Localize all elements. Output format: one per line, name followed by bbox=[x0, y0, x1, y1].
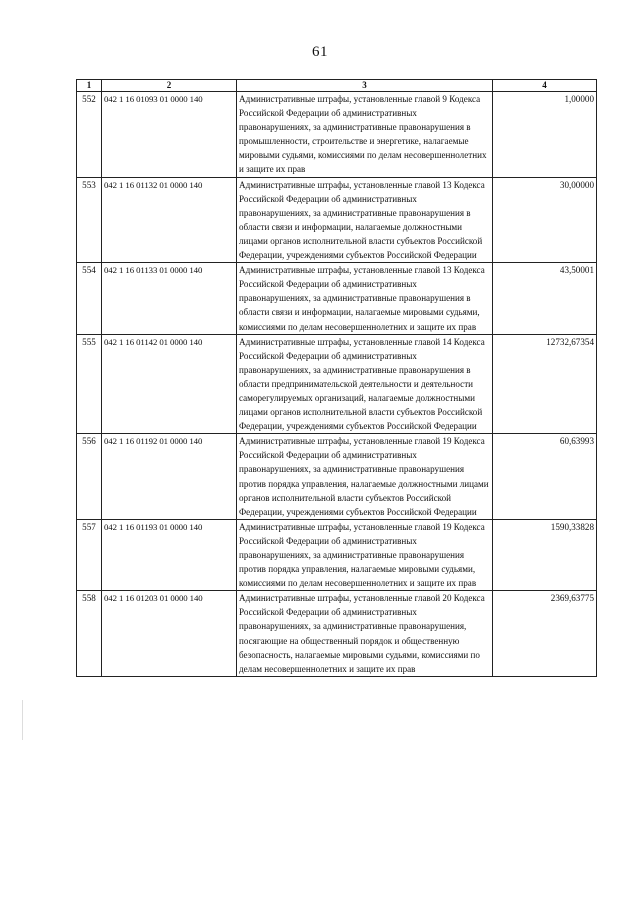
budget-code: 042 1 16 01132 01 0000 140 bbox=[102, 177, 237, 263]
row-description: Административные штрафы, установленные главой 19 Кодекса Российской Федерации об административных правонарушениях, за административные правонарушения против порядка управления, налагаемые должностными лицами органов исполнительной власти субъектов Российской Федерации, учреждениями субъектов Российской Федерации bbox=[237, 434, 493, 520]
row-description: Административные штрафы, установленные главой 20 Кодекса Российской Федерации об административных правонарушениях, за административные правонарушения, посягающие на общественный порядок и общественную безопасность, налагаемые мировыми судьями, комиссиями по делам несовершеннолетних и защите их прав bbox=[237, 591, 493, 677]
budget-code: 042 1 16 01142 01 0000 140 bbox=[102, 334, 237, 434]
row-description: Административные штрафы, установленные главой 9 Кодекса Российской Федерации об административных правонарушениях, за административные правонарушения в промышленности, строительстве и энергетике, налагаемые мировыми судьями, комиссиями по делам несовершеннолетних и защите их прав bbox=[237, 92, 493, 178]
row-description: Административные штрафы, установленные главой 19 Кодекса Российской Федерации об административных правонарушениях, за административные правонарушения против порядка управления, налагаемые мировыми судьями, комиссиями по делам несовершеннолетних и защите их прав bbox=[237, 519, 493, 590]
budget-table bbox=[76, 79, 597, 677]
header-col-4: 4 bbox=[493, 80, 597, 92]
row-number: 555 bbox=[77, 334, 102, 434]
row-number: 557 bbox=[77, 519, 102, 590]
scan-edge-mark bbox=[22, 700, 23, 740]
row-amount: 30,00000 bbox=[493, 177, 597, 263]
row-number: 556 bbox=[77, 434, 102, 520]
row-description: Административные штрафы, установленные главой 14 Кодекса Российской Федерации об административных правонарушениях, за административные правонарушения в области предпринимательской деятельности и деятельности саморегулируемых организаций, налагаемые должностными лицами органов исполнительной власти субъектов Российской Федерации, учреждениями субъектов Российской Федерации bbox=[237, 334, 493, 434]
table-row bbox=[77, 92, 597, 178]
row-amount: 2369,63775 bbox=[493, 591, 597, 677]
row-number: 554 bbox=[77, 263, 102, 334]
row-number: 558 bbox=[77, 591, 102, 677]
row-amount: 60,63993 bbox=[493, 434, 597, 520]
row-amount: 1,00000 bbox=[493, 92, 597, 178]
header-row bbox=[77, 80, 597, 92]
table-row bbox=[77, 591, 597, 677]
table-row bbox=[77, 434, 597, 520]
table-row bbox=[77, 263, 597, 334]
header-col-1: 1 bbox=[77, 80, 102, 92]
row-number: 552 bbox=[77, 92, 102, 178]
budget-code: 042 1 16 01203 01 0000 140 bbox=[102, 591, 237, 677]
row-description: Административные штрафы, установленные главой 13 Кодекса Российской Федерации об административных правонарушениях, за административные правонарушения в области связи и информации, налагаемые должностными лицами органов исполнительной власти субъектов Российской Федерации, учреждениями субъектов Российской Федерации bbox=[237, 177, 493, 263]
budget-code: 042 1 16 01093 01 0000 140 bbox=[102, 92, 237, 178]
table-row bbox=[77, 177, 597, 263]
page-number: 61 bbox=[312, 44, 328, 60]
row-number: 553 bbox=[77, 177, 102, 263]
budget-code: 042 1 16 01192 01 0000 140 bbox=[102, 434, 237, 520]
row-amount: 43,50001 bbox=[493, 263, 597, 334]
header-col-3: 3 bbox=[237, 80, 493, 92]
budget-code: 042 1 16 01133 01 0000 140 bbox=[102, 263, 237, 334]
table-body bbox=[77, 92, 597, 677]
table-header bbox=[77, 80, 597, 92]
table-row bbox=[77, 519, 597, 590]
row-description: Административные штрафы, установленные главой 13 Кодекса Российской Федерации об административных правонарушениях, за административные правонарушения в области связи и информации, налагаемые мировыми судьями, комиссиями по делам несовершеннолетних и защите их прав bbox=[237, 263, 493, 334]
budget-code: 042 1 16 01193 01 0000 140 bbox=[102, 519, 237, 590]
row-amount: 1590,33828 bbox=[493, 519, 597, 590]
header-col-2: 2 bbox=[102, 80, 237, 92]
table-row bbox=[77, 334, 597, 434]
row-amount: 12732,67354 bbox=[493, 334, 597, 434]
